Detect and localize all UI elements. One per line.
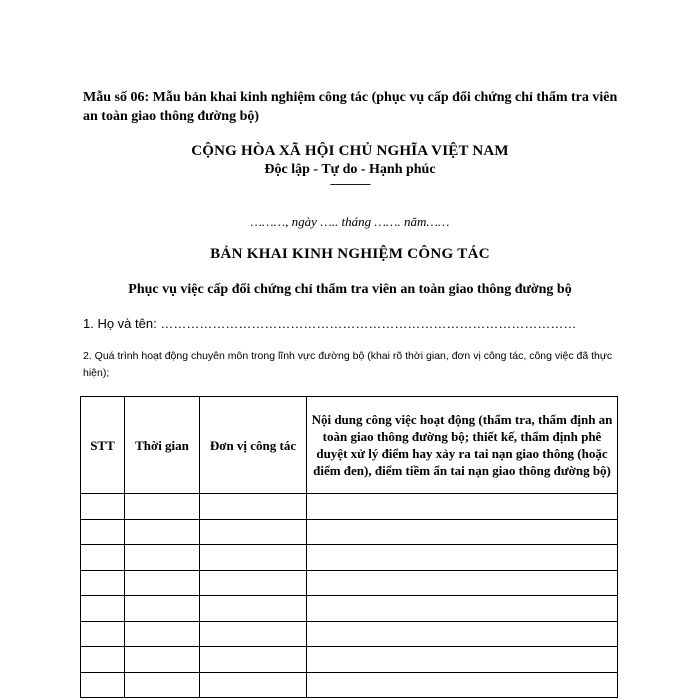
table-row [81, 672, 618, 698]
table-cell [200, 545, 307, 571]
table-cell [307, 621, 618, 647]
table-cell [200, 519, 307, 545]
header-content: Nội dung công việc hoạt động (thẩm tra, thẩm định an toàn giao thông đường bộ; thiết kế, thẩm định phê duyệt xử lý điểm hay xảy ra tai nạn giao thông (hoặc điểm đen), điểm tiềm ẩn tai nạn giao thông đường bộ) [307, 397, 618, 494]
process-field: 2. Quá trình hoạt động chuyên môn trong lĩnh vực đường bộ (khai rõ thời gian, đơn vị công tác, công việc đã thực hiện); [83, 350, 613, 379]
table-cell [307, 545, 618, 571]
table-header-row [81, 397, 618, 494]
table-cell [81, 494, 125, 520]
national-motto: Độc lập - Tự do - Hạnh phúc [264, 162, 436, 177]
table-cell [200, 672, 307, 698]
table-cell [81, 545, 125, 571]
table-cell [81, 672, 125, 698]
table-cell [125, 494, 200, 520]
table-cell [125, 647, 200, 673]
table-cell [81, 570, 125, 596]
table-cell [125, 570, 200, 596]
document-subtitle: Phục vụ việc cấp đổi chứng chỉ thẩm tra viên an toàn giao thông đường bộ [128, 282, 572, 297]
form-title: Mẫu số 06: Mẫu bản khai kinh nghiệm công tác (phục vụ cấp đổi chứng chỉ thẩm tra viên an toàn giao thông đường bộ) [83, 90, 618, 124]
dateline: ………, ngày ….. tháng ……. năm…… [250, 214, 450, 229]
table-row [81, 621, 618, 647]
table-cell [307, 570, 618, 596]
table-cell [81, 596, 125, 622]
document-title: BẢN KHAI KINH NGHIỆM CÔNG TÁC [210, 246, 490, 262]
table-cell [200, 570, 307, 596]
table-row [81, 570, 618, 596]
table-cell [200, 596, 307, 622]
table-cell [81, 647, 125, 673]
table-cell [307, 672, 618, 698]
name-field: 1. Họ và tên: …………………………………………………………………………………… [83, 316, 577, 331]
table-cell [307, 647, 618, 673]
table-cell [200, 647, 307, 673]
table-row [81, 647, 618, 673]
header-rule: --------------- [330, 178, 370, 190]
table-cell [200, 621, 307, 647]
table-row [81, 519, 618, 545]
table-cell [200, 494, 307, 520]
table-cell [307, 494, 618, 520]
table-cell [81, 621, 125, 647]
table-cell [307, 519, 618, 545]
table-cell [125, 672, 200, 698]
table-cell [307, 596, 618, 622]
experience-table [80, 396, 618, 698]
table-cell [125, 596, 200, 622]
table-row [81, 494, 618, 520]
header-unit: Đơn vị công tác [200, 397, 307, 494]
table-cell [125, 519, 200, 545]
table-row [81, 596, 618, 622]
header-time: Thời gian [125, 397, 200, 494]
table-cell [125, 621, 200, 647]
table-cell [81, 519, 125, 545]
table-row [81, 545, 618, 571]
table-cell [125, 545, 200, 571]
national-name: CỘNG HÒA XÃ HỘI CHỦ NGHĨA VIỆT NAM [191, 143, 509, 159]
header-stt: STT [81, 397, 125, 494]
